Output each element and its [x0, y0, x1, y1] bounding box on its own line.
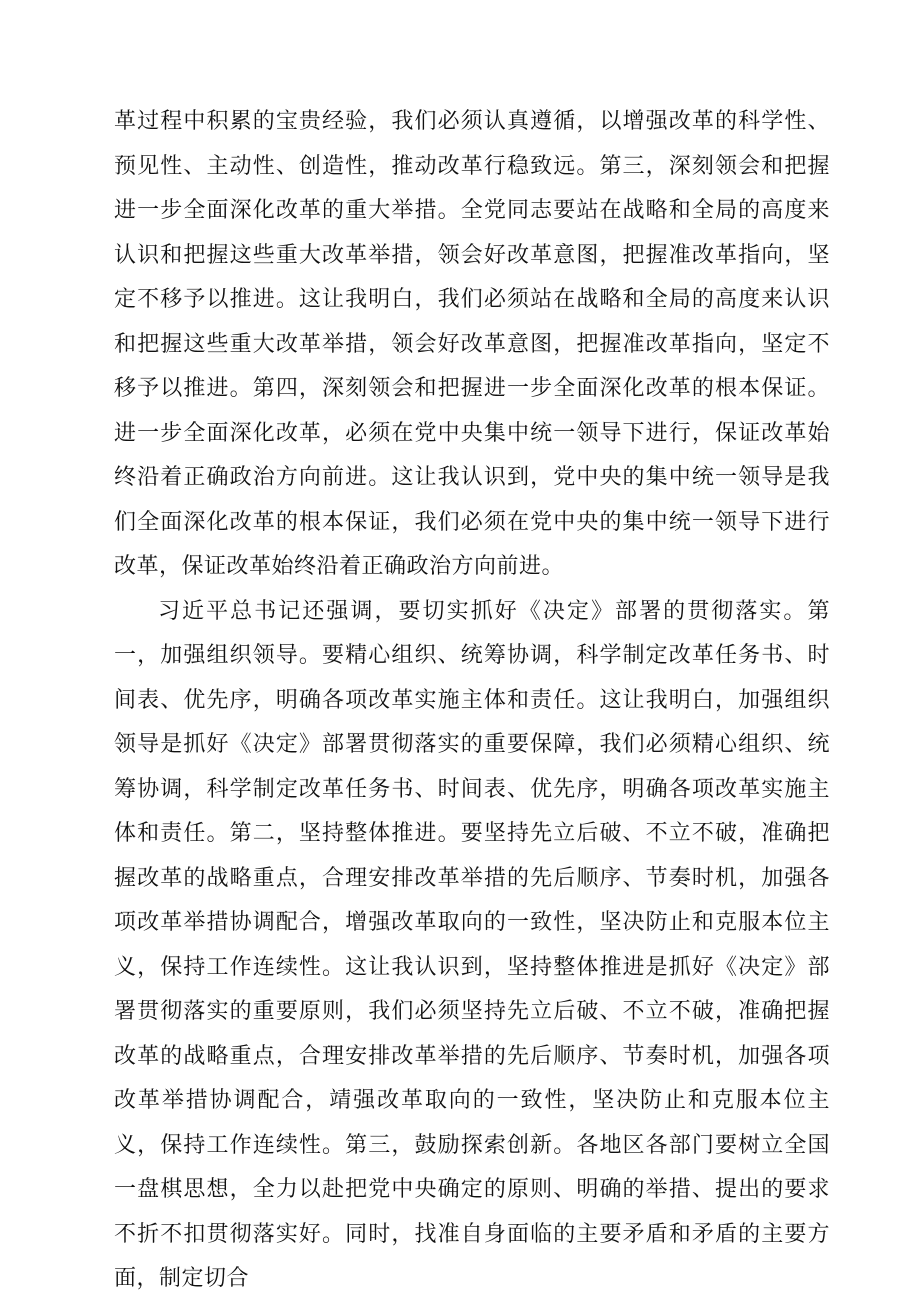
paragraph-1: 革过程中积累的宝贵经验，我们必须认真遵循，以增强改革的科学性、预见性、主动性、创造性，推动改革行稳致远。第三，深刻领会和把握进一步全面深化改革的重大举措。全党同志要站在战略和全局的高度来认识和把握这些重大改革举措，领会好改革意图，把握准改革指向，坚定不移予以推进。这让我明白，我们必须站在战略和全局的高度来认识和把握这些重大改革举措，领会好改革意图，把握准改革指向，坚定不移予以推进。第四，深刻领会和把握进一步全面深化改革的根本保证。进一步全面深化改革，必须在党中央集中统一领导下进行，保证改革始终沿着正确政治方向前进。这让我认识到，党中央的集中统一领导是我们全面深化改革的根本保证，我们必须在党中央的集中统一领导下进行改革，保证改革始终沿着正确政治方向前进。 — [114, 109, 830, 579]
body-text — [114, 100, 830, 1302]
paragraph-2: 习近平总书记还强调，要切实抓好《决定》部署的贯彻落实。第一，加强组织领导。要精心组织、统筹协调，科学制定改革任务书、时间表、优先序，明确各项改革实施主体和责任。这让我明白，加强组织领导是抓好《决定》部署贯彻落实的重要保障，我们必须精心组织、统筹协调，科学制定改革任务书、时间表、优先序，明确各项改革实施主体和责任。第二，坚持整体推进。要坚持先立后破、不立不破，准确把握改革的战略重点，合理安排改革举措的先后顺序、节奏时机，加强各项改革举措协调配合，增强改革取向的一致性，坚决防止和克服本位主义，保持工作连续性。这让我认识到，坚持整体推进是抓好《决定》部署贯彻落实的重要原则，我们必须坚持先立后破、不立不破，准确把握改革的战略重点，合理安排改革举措的先后顺序、节奏时机，加强各项改革举措协调配合，靖强改革取向的一致性，坚决防止和克服本位主义，保持工作连续性。第三，鼓励探索创新。各地区各部门要树立全国一盘棋思想，全力以赴把党中央确定的原则、明确的举措、提出的要求不折不扣贯彻落实好。同时，找准自身面临的主要矛盾和矛盾的主要方面，制定切合 — [114, 598, 830, 1291]
